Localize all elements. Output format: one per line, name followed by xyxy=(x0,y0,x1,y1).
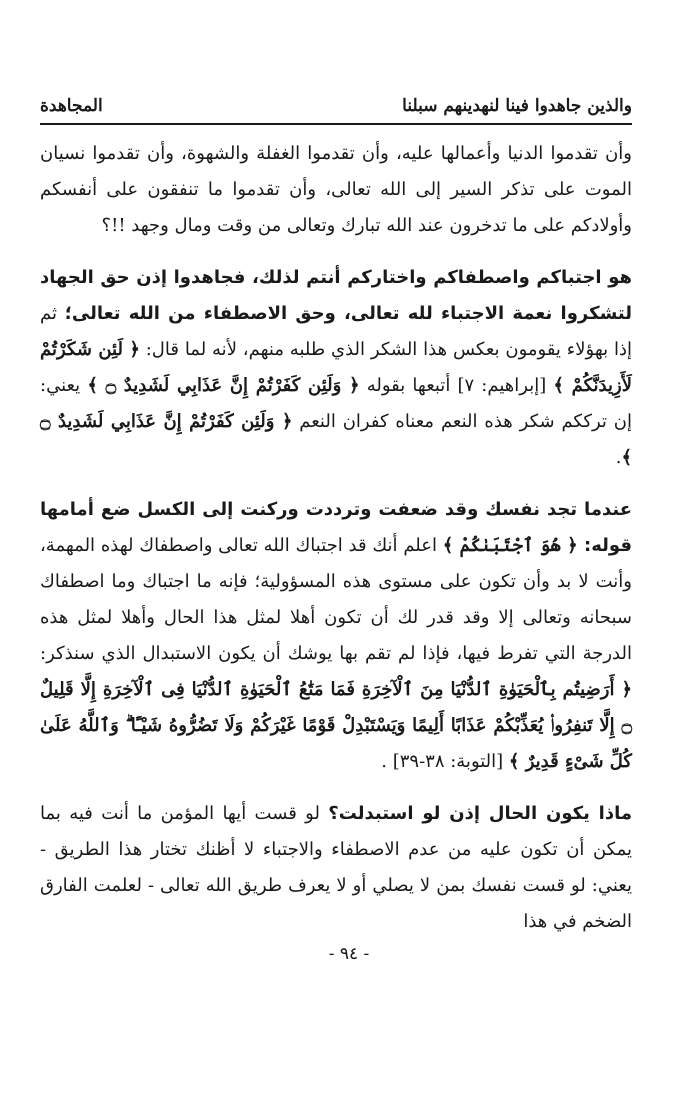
page-header xyxy=(40,86,632,116)
quran-verse: ﴿ وَلَئِن كَفَرْتُمْ إِنَّ عَذَابِي لَشَدِيدٌ ۝ ﴾ xyxy=(87,375,360,396)
quran-verse: ﴿ أَرَضِيتُم بِٱلْحَيَوٰةِ ٱلدُّنْيَا مِنَ ٱلْآخِرَةِ فَمَا مَتَٰعُ ٱلْحَيَوٰةِ ٱلدُّنْيَا فِى ٱلْآخِرَةِ إِلَّا قَلِيلٌ ۝ إِلَّا تَنفِرُوا۟ يُعَذِّبْكُمْ عَذَابًا أَلِيمًا وَيَسْتَبْدِلْ قَوْمًا غَيْرَكُمْ وَلَا تَضُرُّوهُ شَيْـًٔا ۗ وَٱللَّهُ عَلَىٰ كُلِّ شَىْءٍ قَدِيرٌ ﴾ xyxy=(40,679,632,772)
paragraph-text: [التوبة: ٣٨-٣٩] . xyxy=(381,751,509,772)
paragraph-text: وأن تقدموا الدنيا وأعمالها عليه، وأن تقدموا الغفلة والشهوة، وأن تقدموا نسيان الموت على تذكر السير إلى الله تعالى، وأن تقدموا ما تنفقون على أنفسكم وأولادكم على ما تدخرون عند الله تبارك وتعالى من وقت ومال وجهد !!؟ xyxy=(40,143,632,236)
quran-verse: ﴿ هُوَ ٱجْتَبَىٰكُمْ ﴾ xyxy=(442,535,585,556)
chapter-title: المجاهدة xyxy=(40,96,103,116)
quran-verse: ﴿ لَئِن شَكَرْتُمْ لَأَزِيدَنَّكُمْ ﴾ xyxy=(40,339,632,396)
paragraph-text: ثم إذا بهؤلاء يقومون بعكس هذا الشكر الذي طلبه منهم، لأنه لما قال: xyxy=(40,303,632,360)
page-body xyxy=(40,136,632,940)
paragraph-text: لو قست أيها المؤمن ما أنت فيه بما يمكن أن تكون عليه من عدم الاصطفاء والاجتباء لا أظنك تختار هذا الطريق - يعني: لو قست نفسك بمن لا يصلي أو لا يعرف طريق الله تعالى - لعلمت الفارق الضخم في هذا xyxy=(40,803,632,932)
paragraph-lead: عندما تجد نفسك وقد ضعفت وترددت وركنت إلى الكسل ضع أمامها قوله: xyxy=(40,499,632,556)
paragraph-text: يعني: إن ترككم شكر هذه النعم معناه كفران النعم xyxy=(40,375,632,432)
paragraph-1 xyxy=(40,136,632,244)
paragraph-lead: ماذا يكون الحال إذن لو استبدلت؟ xyxy=(328,803,632,824)
header-rule xyxy=(40,123,632,125)
running-title: والذين جاهدوا فينا لنهدينهم سبلنا xyxy=(402,96,632,116)
quran-verse: ﴿ وَلَئِن كَفَرْتُمْ إِنَّ عَذَابِي لَشَدِيدٌ ۝ ﴾ xyxy=(40,411,632,468)
paragraph-2 xyxy=(40,260,632,476)
paragraph-lead: هو اجتباكم واصطفاكم واختاركم أنتم لذلك، فجاهدوا إذن حق الجهاد لتشكروا نعمة الاجتباء لله تعالى، وحق الاصطفاء من الله تعالى؛ xyxy=(40,267,632,324)
paragraph-text: اعلم أنك قد اجتباك الله تعالى واصطفاك لهذه المهمة، وأنت لا بد وأن تكون على مستوى هذه المسؤولية؛ فإنه ما اجتباك وما اصطفاك سبحانه وتعالى إلا وقد قدر لك أن تكون أهلا لمثل هذا الحال وأهلا لمثل هذه الدرجة التي تفرط فيها، فإذا لم تقم بها يوشك أن يكون الاستبدال الذي سنذكر: xyxy=(40,535,632,664)
paragraph-text: [إبراهيم: ٧] أتبعها بقوله xyxy=(359,375,554,396)
paragraph-4 xyxy=(40,796,632,940)
page-number: - ٩٤ - xyxy=(328,944,370,964)
paragraph-3 xyxy=(40,492,632,780)
paragraph-text: . xyxy=(615,447,622,468)
